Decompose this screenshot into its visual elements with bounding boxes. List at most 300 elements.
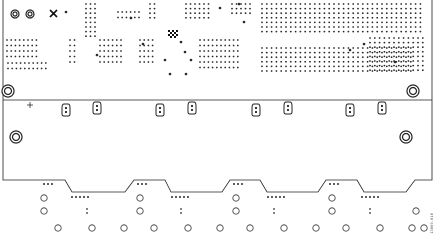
mounting-hole-top-left [2,85,14,97]
via-pad [276,22,278,24]
via-pad [74,61,76,63]
via-pad [143,56,145,58]
via-pad [300,47,302,49]
via-pad [309,17,311,19]
test-point-ring [151,225,157,231]
via-pad [224,45,226,47]
via-pad [273,212,275,214]
via-pad [417,60,419,62]
slot-connector-3 [156,104,164,116]
via-pad [121,11,123,13]
via-pad [108,56,110,58]
via-pad [69,45,71,47]
via-pad [229,67,231,69]
via-pad [381,3,383,5]
via-pad [149,12,151,14]
via-pad [408,65,410,67]
via-pad [290,22,292,24]
via-pad [386,47,388,49]
via-pad [400,8,402,10]
via-pad [148,45,150,47]
via-pad [367,22,369,24]
via-pad [90,22,92,24]
via-pad [398,37,400,39]
via-pad [376,61,378,63]
via-pad [27,39,29,41]
via-pad [304,70,306,72]
via-pad [300,22,302,24]
via-pad [233,183,235,185]
via-pad [134,11,136,13]
via-pad [309,56,311,58]
via-pad [271,52,273,54]
via-pad [343,70,345,72]
via-pad [338,47,340,49]
via-pad [304,17,306,19]
via-pad [314,3,316,5]
via-pad [369,56,371,58]
via-pad [343,47,345,49]
via-pad [393,42,395,44]
via-pad [386,8,388,10]
via-pad [141,183,143,185]
test-point-ring [329,208,335,214]
via-pad [271,26,273,28]
via-pad [403,69,405,71]
via-pad [271,61,273,63]
via-pad [271,17,273,19]
via-pad [108,39,110,41]
via-pad [245,12,247,14]
via-pad [357,61,359,63]
via-pad [266,8,268,10]
crosshair-icon [27,102,33,108]
via-pad [75,196,77,198]
via-pad [224,39,226,41]
via-pad [285,3,287,5]
via-pad [405,8,407,10]
via-pad [376,3,378,5]
via-pad [408,56,410,58]
via-pad [393,56,395,58]
via-pad [398,65,400,67]
via-pad [31,39,33,41]
via-pad [333,56,335,58]
via-pad [362,61,364,63]
via-pad [139,45,141,47]
via-pad [295,56,297,58]
via-pad [212,45,214,47]
via-pad [180,41,183,44]
mounting-hole-top-small-1 [11,10,19,18]
via-pad [384,65,386,67]
via-pad [348,61,350,63]
via-pad [379,60,381,62]
via-pad [352,61,354,63]
via-pad [408,51,410,53]
via-pad [403,46,405,48]
via-pad [85,17,87,19]
via-pad [381,31,383,33]
via-pad [357,31,359,33]
via-pad [261,52,263,54]
via-pad [362,12,364,14]
via-pad [290,31,292,33]
via-pad [199,17,201,19]
via-pad [71,196,73,198]
test-point-ring [421,225,427,231]
via-pad [372,47,374,49]
via-pad [6,50,8,52]
via-pad [328,70,330,72]
via-pad [238,3,241,6]
via-pad [369,65,371,67]
via-pad [216,45,218,47]
via-pad [143,39,145,41]
via-pad [357,47,359,49]
via-pad [309,8,311,10]
via-pad [386,70,388,72]
via-pad [10,39,12,41]
via-pad [343,31,345,33]
via-pad [410,12,412,14]
via-pad [376,22,378,24]
via-pad [266,31,268,33]
via-pad [338,61,340,63]
via-pad [328,17,330,19]
via-pad [324,8,326,10]
via-pad [108,45,110,47]
via-pad [41,62,43,64]
via-pad [374,42,376,44]
via-pad [126,17,128,19]
via-pad [134,17,136,19]
via-pad [386,66,388,68]
via-pad [290,47,292,49]
via-pad [405,22,407,24]
via-pad [300,52,302,54]
via-pad [261,61,263,63]
via-pad [369,208,371,210]
via-pad [343,22,345,24]
via-pad [149,17,151,19]
mounting-hole-top-right [407,85,419,97]
via-pad [374,60,376,62]
via-pad [183,196,185,198]
via-pad [422,60,424,62]
via-pad [367,8,369,10]
via-pad [333,66,335,68]
via-pad [376,8,378,10]
via-pad [372,70,374,72]
via-pad [403,42,405,44]
via-pad [120,39,122,41]
via-pad [275,196,277,198]
via-pad [328,12,330,14]
via-pad [280,22,282,24]
via-pad [10,45,12,47]
via-pad [85,12,87,14]
via-pad [271,12,273,14]
via-pad [328,26,330,28]
via-pad [337,183,339,185]
via-pad [233,67,235,69]
via-pad [376,31,378,33]
via-pad [15,45,17,47]
via-pad [328,66,330,68]
via-pad [103,61,105,63]
via-pad [233,39,235,41]
via-pad [208,67,210,69]
via-pad [398,42,400,44]
via-pad [329,183,331,185]
via-pad [352,12,354,14]
via-pad [185,12,187,14]
via-pad [357,3,359,5]
test-point-ring [247,225,253,231]
via-pad [314,31,316,33]
via-pad [276,26,278,28]
via-pad [285,70,287,72]
via-pad [271,66,273,68]
via-pad [415,12,417,14]
via-pad [314,61,316,63]
via-pad [405,31,407,33]
via-pad [309,52,311,54]
via-pad [333,52,335,54]
via-pad [261,47,263,49]
via-pad [417,65,419,67]
via-pad [319,3,321,5]
via-pad [369,212,371,214]
via-pad [410,26,412,28]
via-pad [139,50,141,52]
via-pad [400,22,402,24]
via-pad [333,61,335,63]
via-pad [295,8,297,10]
via-pad [271,8,273,10]
via-pad [179,196,181,198]
via-pad [295,47,297,49]
via-pad [314,26,316,28]
via-pad [224,61,226,63]
via-pad [237,50,239,52]
via-pad [304,26,306,28]
test-point-ring [137,208,143,214]
via-pad [285,31,287,33]
via-pad [229,56,231,58]
via-pad [386,61,388,63]
via-pad [304,56,306,58]
via-pad [261,8,263,10]
via-pad [410,56,412,58]
via-pad [69,61,71,63]
via-pad [130,17,133,20]
via-pad [343,12,345,14]
via-pad [372,31,374,33]
via-pad [319,12,321,14]
via-pad [410,61,412,63]
via-pad [285,47,287,49]
via-pad [348,12,350,14]
via-pad [319,8,321,10]
via-pad [400,70,402,72]
via-pad [372,17,374,19]
via-pad [237,56,239,58]
via-pad [403,51,405,53]
via-pad [220,45,222,47]
via-pad [212,50,214,52]
via-pad [208,12,210,14]
via-pad [69,50,71,52]
via-pad [243,21,246,24]
via-pad [410,31,412,33]
via-pad [348,26,350,28]
via-pad [229,61,231,63]
via-pad [280,12,282,14]
via-pad [266,47,268,49]
via-pad [324,12,326,14]
via-pad [295,3,297,5]
via-pad [415,22,417,24]
via-pad [319,47,321,49]
via-pad [343,56,345,58]
via-pad [384,51,386,53]
via-pad [199,67,201,69]
via-pad [280,61,282,63]
via-pad [199,61,201,63]
slot-connector-7 [346,104,354,116]
via-pad [271,22,273,24]
via-pad [300,61,302,63]
via-pad [379,42,381,44]
via-pad [261,26,263,28]
mounting-holes [2,10,419,143]
via-pad [199,3,201,5]
via-pad [271,56,273,58]
slot-connector-8 [378,102,386,114]
via-pad [23,45,25,47]
via-pad [87,196,89,198]
via-pad [290,52,292,54]
via-pad [314,66,316,68]
via-pad [388,42,390,44]
via-pad [338,31,340,33]
via-pad [171,196,173,198]
via-pad [266,22,268,24]
via-pad [420,26,422,28]
via-pad [412,46,414,48]
via-pad [367,31,369,33]
via-pad [324,26,326,28]
via-pad [417,46,419,48]
via-pad [190,3,192,5]
via-pad [417,51,419,53]
via-pad [314,8,316,10]
via-pad [324,31,326,33]
via-pad [386,3,388,5]
via-pad [7,62,9,64]
via-pad [314,52,316,54]
via-pad [352,66,354,68]
via-pad [372,56,374,58]
via-pad [266,70,268,72]
via-pad [116,56,118,58]
via-pad [19,50,21,52]
via-pad [381,12,383,14]
via-pad [314,47,316,49]
via-pad [208,45,210,47]
via-pad [374,56,376,58]
via-pad [405,56,407,58]
via-pad [199,50,201,52]
via-pad [362,31,364,33]
via-pad [357,17,359,19]
via-pad [369,51,371,53]
via-pad [309,61,311,63]
via-pad [403,60,405,62]
via-pad [396,52,398,54]
via-pad [212,56,214,58]
via-pad [199,56,201,58]
via-pad [203,61,205,63]
via-pad [285,8,287,10]
via-pad [300,26,302,28]
via-pad [417,69,419,71]
via-pad [381,52,383,54]
via-pad [324,47,326,49]
via-pad [396,31,398,33]
via-pad [420,12,422,14]
via-pad [309,12,311,14]
via-pad [338,56,340,58]
via-pad [396,26,398,28]
via-pad [99,61,101,63]
via-pad [384,56,386,58]
via-pad [240,3,242,5]
via-pad [319,22,321,24]
via-pad [338,26,340,28]
via-pad [338,17,340,19]
via-pad [352,56,354,58]
via-pad [126,11,128,13]
via-pad [338,70,340,72]
via-pad [349,49,352,52]
via-pad [352,31,354,33]
via-pad [300,8,302,10]
via-pad [393,46,395,48]
via-pad [338,52,340,54]
via-pad [405,52,407,54]
via-pad [324,61,326,63]
via-pad [412,65,414,67]
via-pad [405,61,407,63]
via-pad [381,70,383,72]
via-pad [285,61,287,63]
via-pad [391,17,393,19]
via-pad [373,196,375,198]
via-pad [309,47,311,49]
via-pad [285,22,287,24]
via-pad [410,17,412,19]
via-pad [398,51,400,53]
via-pad [410,66,412,68]
via-pad [405,70,407,72]
via-pad [99,45,101,47]
via-pad [139,39,141,41]
fiducial-x-icon [50,10,57,17]
via-pad [319,66,321,68]
